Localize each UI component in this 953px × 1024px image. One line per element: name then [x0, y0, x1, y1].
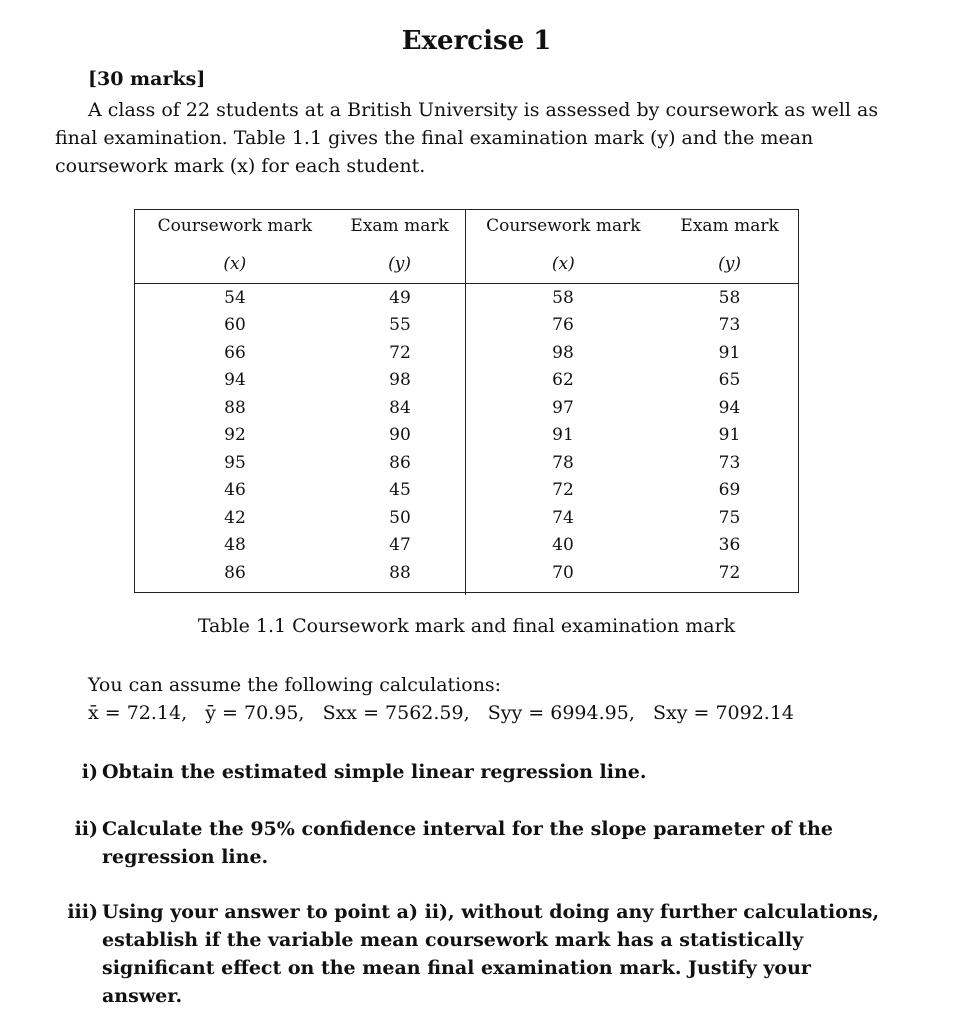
question-text: Obtain the estimated simple linear regression line. — [102, 761, 647, 783]
table-cell: 42 — [224, 507, 246, 528]
stat-ybar: ȳ = 70.95, — [205, 702, 305, 724]
column-divider — [465, 284, 466, 595]
table-cell: 54 — [224, 287, 246, 308]
table-cell: 95 — [224, 452, 246, 473]
table-caption: Table 1.1 Coursework mark and final examination mark — [197, 615, 736, 637]
table-row — [135, 367, 798, 395]
table-row — [135, 284, 798, 312]
header-label: Exam mark — [680, 216, 779, 236]
table-cell: 40 — [552, 535, 574, 556]
table-cell: 84 — [389, 397, 411, 418]
header-coursework-2 — [466, 210, 662, 283]
header-exam-2 — [661, 210, 798, 283]
table-cell: 55 — [389, 315, 411, 336]
table-row — [135, 394, 798, 422]
table-cell: 73 — [718, 452, 741, 473]
table-row — [135, 477, 798, 505]
intro-paragraph: A class of 22 students at a British University is assessed by coursework as well as final examination. Table 1.1 gives the final examination mark (y) and the mean coursework mark (x) for each student. — [55, 99, 879, 177]
question-text: Calculate the 95% confidence interval for the slope parameter of the regression line. — [102, 818, 833, 868]
header-symbol: (y) — [388, 254, 412, 274]
table-cell: 91 — [552, 425, 574, 446]
table-cell: 72 — [552, 480, 574, 501]
table-row — [135, 339, 798, 367]
table-cell: 92 — [224, 425, 246, 446]
header-exam-1 — [335, 210, 466, 283]
table-row — [135, 532, 798, 560]
table-cell: 90 — [389, 425, 411, 446]
table-cell: 65 — [718, 370, 741, 391]
table-cell: 62 — [552, 370, 574, 391]
header-label: Coursework mark — [157, 216, 313, 236]
stat-sxx: Sxx = 7562.59, — [322, 702, 470, 724]
table-cell: 45 — [389, 480, 411, 501]
header-coursework-1 — [135, 210, 335, 283]
table-row — [135, 559, 798, 587]
table-row — [135, 422, 798, 450]
table-row — [135, 312, 798, 340]
table-cell: 91 — [718, 342, 741, 363]
stat-sxy: Sxy = 7092.14 — [652, 702, 795, 724]
data-table — [134, 209, 799, 593]
table-cell: 36 — [718, 535, 741, 556]
table-cell: 58 — [552, 287, 574, 308]
table-row — [135, 504, 798, 532]
table-cell: 73 — [718, 315, 741, 336]
assume-text: You can assume the following calculations: — [88, 674, 502, 696]
stat-xbar: x̄ = 72.14, — [88, 702, 188, 724]
table-cell: 86 — [224, 562, 246, 583]
table-cell: 86 — [389, 452, 411, 473]
table-header — [135, 210, 798, 284]
question-text: Using your answer to point a) ii), without doing any further calculations, establish if the variable mean coursework mark has a statistically significant effect on the mean final examination mark. Justify your answer. — [102, 901, 880, 1007]
table-cell: 50 — [389, 507, 411, 528]
table-cell: 91 — [718, 425, 741, 446]
table-cell: 88 — [224, 397, 246, 418]
header-symbol: (x) — [551, 254, 575, 274]
stat-syy: Syy = 6994.95, — [487, 702, 635, 724]
question-number: iii) — [67, 901, 98, 923]
question-number: i) — [81, 761, 98, 783]
table-cell: 76 — [552, 315, 574, 336]
table-body — [135, 284, 798, 587]
table-cell: 74 — [552, 507, 574, 528]
table-cell: 98 — [389, 370, 411, 391]
table-cell: 58 — [718, 287, 741, 308]
table-cell: 49 — [389, 287, 411, 308]
table-cell: 75 — [718, 507, 741, 528]
table-cell: 46 — [224, 480, 246, 501]
table-cell: 78 — [552, 452, 574, 473]
table-cell: 48 — [224, 535, 246, 556]
header-symbol: (x) — [223, 254, 247, 274]
table-cell: 72 — [718, 562, 741, 583]
header-symbol: (y) — [718, 254, 742, 274]
question-number: ii) — [74, 818, 98, 840]
header-label: Coursework mark — [486, 216, 641, 236]
table-cell: 94 — [718, 397, 741, 418]
summary-statistics — [88, 702, 794, 724]
header-label: Exam mark — [350, 216, 449, 236]
marks-label: [30 marks] — [88, 68, 206, 90]
table-cell: 47 — [389, 535, 411, 556]
table-cell: 98 — [552, 342, 574, 363]
table-cell: 60 — [224, 315, 246, 336]
table-row — [135, 449, 798, 477]
exercise-title: Exercise 1 — [401, 26, 552, 56]
table-cell: 72 — [389, 342, 411, 363]
table-cell: 70 — [552, 562, 574, 583]
table-cell: 69 — [718, 480, 741, 501]
table-cell: 94 — [224, 370, 246, 391]
table-cell: 97 — [552, 397, 574, 418]
table-cell: 88 — [389, 562, 411, 583]
table-cell: 66 — [224, 342, 246, 363]
